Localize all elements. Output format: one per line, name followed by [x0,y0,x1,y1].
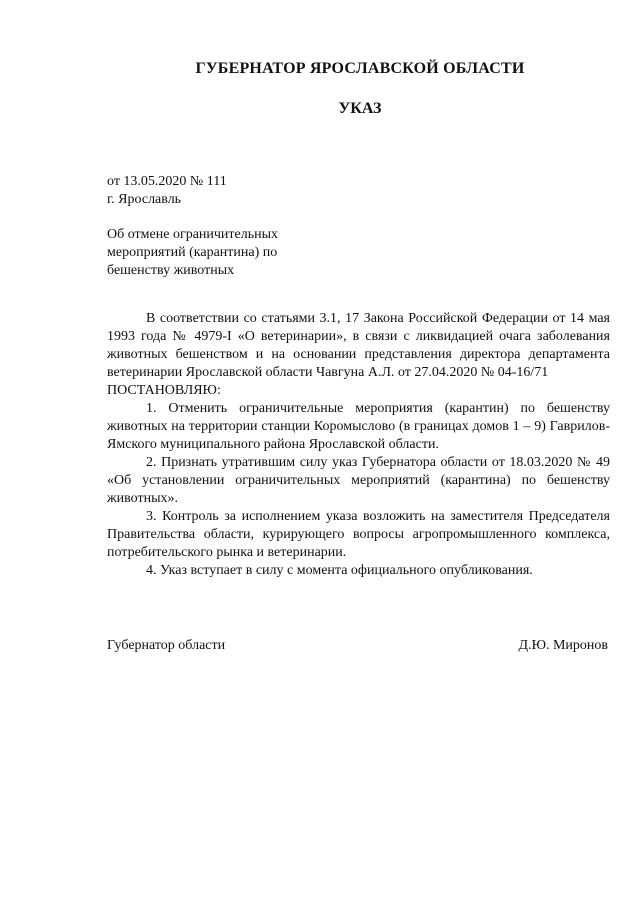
decree-item: 4. Указ вступает в силу с момента официального опубликования. [146,563,533,578]
issuer-title: ГУБЕРНАТОР ЯРОСЛАВСКОЙ ОБЛАСТИ [195,60,525,77]
decree-item: 2. Признать утратившим силу указ Губернатора области от 18.03.2020 № 49 «Об установлении ограничительных мероприятий (карантина) по бешенству животных». [107,455,610,506]
subject-line: мероприятий (карантина) по [107,245,278,260]
decree-item: 3. Контроль за исполнением указа возложить на заместителя Председателя Правительства области, курирующего вопросы агропромышленного комплекса, потребительского рынка и ветеринарии. [107,509,610,560]
document-type: УКАЗ [338,100,382,117]
document-subject [107,226,317,280]
subject-line: Об отмене ограничительных [107,227,279,242]
subject-line: бешенству животных [107,263,235,278]
document-body [107,310,610,580]
signatory-position: Губернатор области [107,638,226,653]
signatory-name: Д.Ю. Миронов [518,638,608,653]
decree-word: ПОСТАНОВЛЯЮ: [107,383,221,398]
decree-item: 1. Отменить ограничительные мероприятия (карантин) по бешенству животных на территории станции Коромыслово (в границах домов 1 – 9) Гаврилов-Ямского муниципального района Ярославской области. [107,401,610,452]
document-city: г. Ярославль [107,192,182,207]
document-date-number: от 13.05.2020 № 111 [107,174,227,189]
preamble-paragraph: В соответствии со статьями 3.1, 17 Закона Российской Федерации от 14 мая 1993 года № 4979-I «О ветеринарии», в связи с ликвидацией очага заболевания животных бешенством и на основании представления директора департамента ветеринарии Ярославской области Чавгуна А.Л. от 27.04.2020 № 04-16/71 [107,311,610,380]
